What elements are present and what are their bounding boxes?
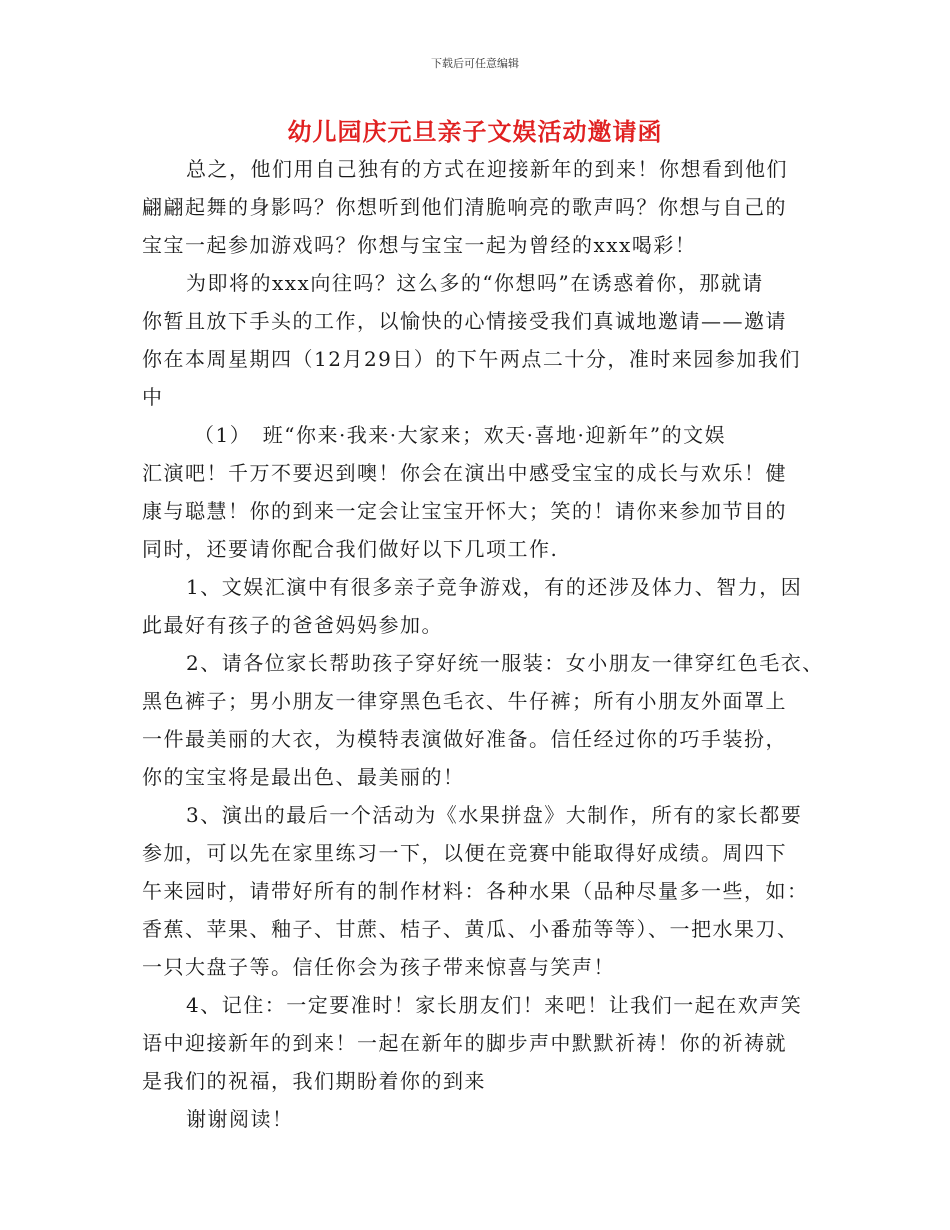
paragraph-line: 你在本周星期四（12月29日）的下午两点二十分，准时来园参加我们 bbox=[142, 347, 801, 371]
paragraph-line: 你的宝宝将是最出色、最美丽的！ bbox=[142, 765, 465, 789]
paragraph-line: 同时，还要请你配合我们做好以下几项工作. bbox=[142, 537, 559, 561]
paragraph-line: 为即将的xxx向往吗？这么多的“你想吗”在诱惑着你，那就请 bbox=[186, 271, 764, 295]
paragraph-line: 3、演出的最后一个活动为《水果拼盘》大制作，所有的家长都要 bbox=[186, 803, 803, 827]
paragraph bbox=[142, 264, 812, 416]
paragraph-line: 一件最美丽的大衣，为模特表演做好准备。信任经过你的巧手装扮， bbox=[142, 727, 787, 751]
paragraph-line: （1） 班“你来·我来·大家来；欢天·喜地·迎新年”的文娱 bbox=[194, 423, 727, 447]
header-note: 下载后可任意编辑 bbox=[431, 57, 519, 70]
paragraph-line: 黑色裤子；男小朋友一律穿黑色毛衣、牛仔裤；所有小朋友外面罩上 bbox=[142, 689, 787, 713]
paragraph-line: 汇演吧！千万不要迟到噢！你会在演出中感受宝宝的成长与欢乐！健 bbox=[142, 461, 787, 485]
document-body bbox=[142, 150, 824, 1138]
paragraph-line: 你暂且放下手头的工作，以愉快的心情接受我们真诚地邀请——邀请 bbox=[142, 309, 787, 333]
paragraph bbox=[142, 416, 812, 568]
paragraph bbox=[142, 1100, 812, 1138]
paragraph-line: 此最好有孩子的爸爸妈妈参加。 bbox=[142, 613, 443, 637]
paragraph-line: 4、记住：一定要准时！家长朋友们！来吧！让我们一起在欢声笑 bbox=[186, 993, 803, 1017]
paragraph-line: 总之，他们用自己独有的方式在迎接新年的到来！你想看到他们 bbox=[186, 157, 788, 181]
paragraph-line: 香蕉、苹果、釉子、甘蔗、桔子、黄瓜、小番茄等等）、一把水果刀、 bbox=[142, 917, 799, 941]
paragraph-line: 1、文娱汇演中有很多亲子竞争游戏，有的还涉及体力、智力，因 bbox=[186, 575, 803, 599]
paragraph-line: 是我们的祝福，我们期盼着你的到来 bbox=[142, 1069, 486, 1093]
paragraph-line: 宝宝一起参加游戏吗？你想与宝宝一起为曾经的xxx喝彩！ bbox=[142, 233, 697, 257]
paragraph bbox=[142, 796, 812, 986]
paragraph-line: 中 bbox=[142, 385, 164, 409]
paragraph-line: 2、请各位家长帮助孩子穿好统一服装：女小朋友一律穿红色毛衣、 bbox=[186, 651, 824, 675]
paragraph bbox=[142, 150, 812, 264]
paragraph bbox=[142, 644, 824, 796]
paragraph-line: 谢谢阅读！ bbox=[186, 1107, 294, 1131]
paragraph-line: 参加，可以先在家里练习一下，以便在竞赛中能取得好成绩。周四下 bbox=[142, 841, 787, 865]
paragraph-line: 康与聪慧！你的到来一定会让宝宝开怀大；笑的！请你来参加节目的 bbox=[142, 499, 787, 523]
paragraph bbox=[142, 986, 812, 1100]
paragraph-line: 翩翩起舞的身影吗？你想听到他们清脆响亮的歌声吗？你想与自己的 bbox=[142, 195, 787, 219]
paragraph-line: 一只大盘子等。信任你会为孩子带来惊喜与笑声！ bbox=[142, 955, 615, 979]
paragraph bbox=[142, 568, 812, 644]
document-title: 幼儿园庆元旦亲子文娱活动邀请函 bbox=[287, 117, 663, 146]
paragraph-line: 午来园时，请带好所有的制作材料：各种水果（品种尽量多一些，如： bbox=[142, 879, 809, 903]
paragraph-line: 语中迎接新年的到来！一起在新年的脚步声中默默祈祷！你的祈祷就 bbox=[142, 1031, 787, 1055]
